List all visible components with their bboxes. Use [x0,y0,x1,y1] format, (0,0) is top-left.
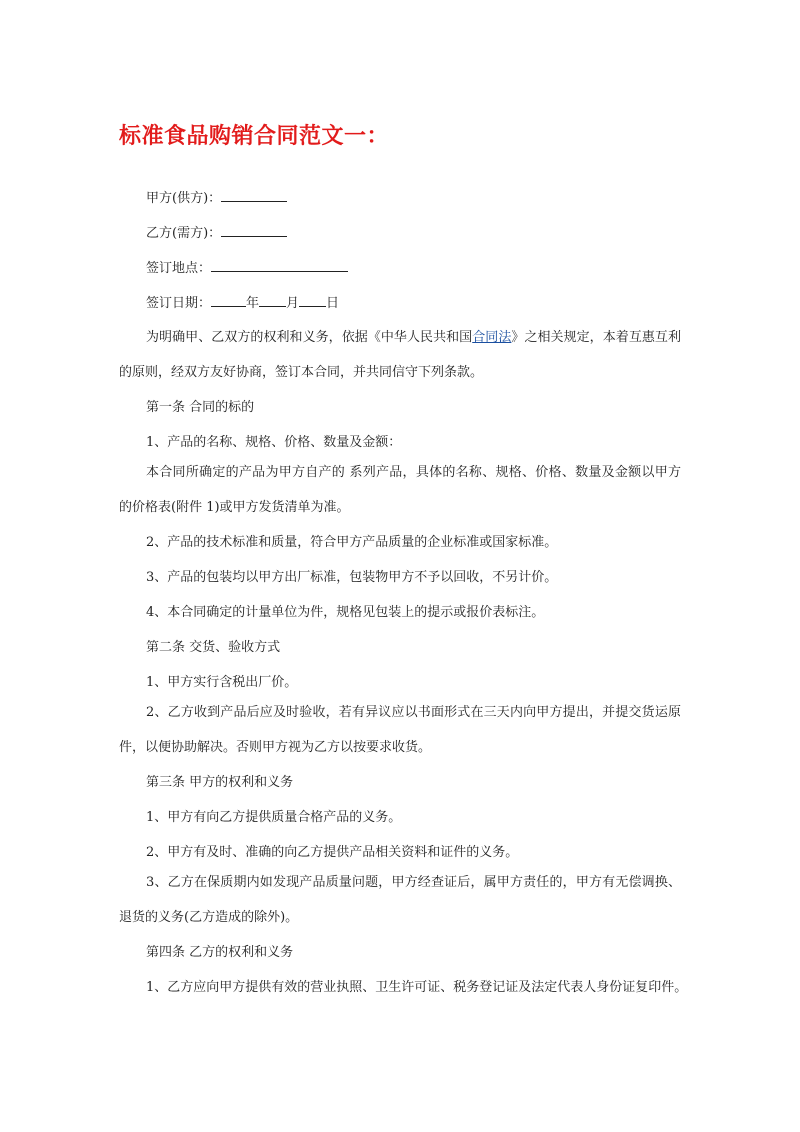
party-a-blank [221,187,287,202]
article-3-item-1: 1、甲方有向乙方提供质量合格产品的义务。 [146,810,402,825]
contract-law-link[interactable]: 合同法 [472,330,512,345]
intro-text-post: 》之相关规定，本着互惠互利的原则，经双方友好协商，签订本合同，并共同信守下列条款。 [119,330,681,380]
signing-date-field [146,292,339,311]
article-4-item-1: 1、乙方应向甲方提供有效的营业执照、卫生许可证、税务登记证及法定代表人身份证复印件。 [146,980,688,995]
party-b-blank [221,222,287,237]
article-3-item-2: 2、甲方有及时、准确的向乙方提供产品相关资料和证件的义务。 [146,845,519,860]
article-2-item-2: 2、乙方收到产品后应及时验收，若有异议应以书面形式在三天内向甲方提出，并提交货运原件，以便协助解决。否则甲方视为乙方以按要求收货。 [119,705,681,755]
year-blank [211,292,246,307]
party-a-label: 甲方(供方)： [146,191,222,206]
article-1-item-1-body: 本合同所确定的产品为甲方自产的 系列产品，具体的名称、规格、价格、数量及金额以甲方的价格表(附件 1)或甲方发货清单为准。 [119,465,681,515]
article-3-item-3: 3、乙方在保质期内如发现产品质量问题，甲方经查证后，属甲方责任的，甲方有无偿调换、退货的义务(乙方造成的除外)。 [119,875,681,925]
party-a-field [146,187,287,206]
day-label: 日 [326,296,340,311]
signing-date-label: 签订日期： [146,296,212,311]
signing-place-field [146,257,348,276]
party-b-label: 乙方(需方)： [146,226,222,241]
document-title: 标准食品购销合同范文一： [119,124,390,149]
article-1-item-3: 3、产品的包装均以甲方出厂标准，包装物甲方不予以回收，不另计价。 [146,570,558,585]
article-2-heading: 第二条 交货、验收方式 [146,640,281,655]
month-label: 月 [286,296,300,311]
party-b-field [146,222,287,241]
article-1-item-4: 4、本合同确定的计量单位为件，规格见包装上的提示或报价表标注。 [146,605,545,620]
article-1-item-1: 1、产品的名称、规格、价格、数量及金额： [146,435,402,450]
day-blank [299,292,326,307]
signing-place-blank [211,257,348,272]
month-blank [259,292,286,307]
article-1-item-2: 2、产品的技术标准和质量，符合甲方产品质量的企业标准或国家标准。 [146,535,558,550]
year-label: 年 [246,296,260,311]
intro-paragraph [119,320,681,390]
article-1-heading: 第一条 合同的标的 [146,400,255,415]
article-4-heading: 第四条 乙方的权利和义务 [146,945,294,960]
signing-place-label: 签订地点： [146,261,212,276]
intro-text-pre: 为明确甲、乙双方的权利和义务，依据《中华人民共和国 [146,330,473,345]
article-3-heading: 第三条 甲方的权利和义务 [146,775,294,790]
article-2-item-1: 1、甲方实行含税出厂价。 [146,675,298,690]
